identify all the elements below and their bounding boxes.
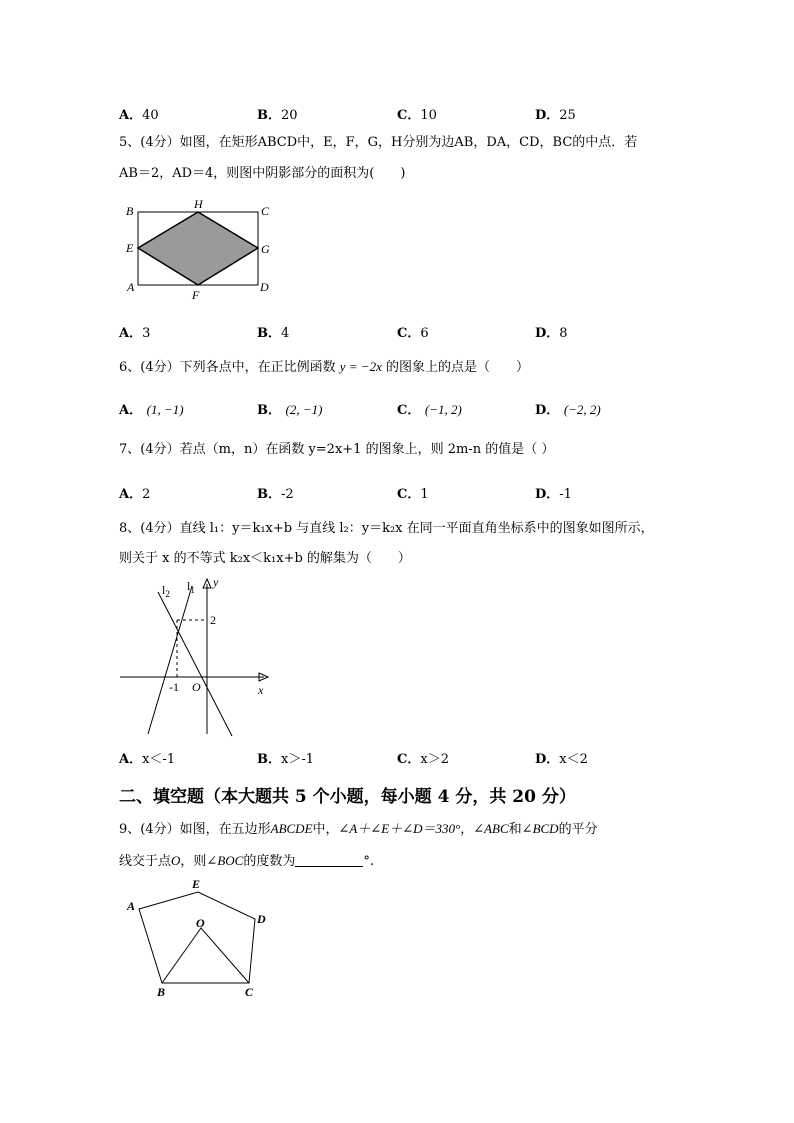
label-two: 2	[210, 613, 216, 627]
label-neg1: -1	[169, 680, 179, 694]
q6-stem: 6、(4分）下列各点中，在正比例函数 y = −2x 的图象上的点是（ ）	[119, 359, 530, 375]
label-l1: $l_1$	[187, 579, 195, 595]
label-b: B	[126, 204, 134, 218]
shaded-rhombus	[138, 212, 258, 285]
q6-option-b: B． (2, −1)	[257, 402, 323, 418]
label-a: A	[127, 899, 136, 913]
label-x: x	[258, 683, 264, 697]
q9-answer-blank[interactable]	[295, 854, 363, 867]
line-l1	[148, 586, 192, 734]
label-h: H	[194, 197, 203, 211]
label-b: B	[157, 985, 166, 999]
q8-option-b: B．x＞-1	[257, 752, 314, 767]
q5-option-d: D．8	[535, 326, 568, 341]
label-d: D	[257, 912, 266, 926]
q4-option-a: A．40	[119, 108, 159, 123]
label-y: y	[213, 575, 219, 589]
q6-option-d: D． (−2, 2)	[535, 402, 601, 418]
q6-option-a: A． (1, −1)	[119, 402, 184, 418]
q6-option-c: C． (−1, 2)	[397, 402, 462, 418]
label-c: C	[261, 204, 270, 218]
label-f: F	[192, 288, 200, 302]
q9-stem-line1: 9、(4分）如图，在五边形ABCDE中，∠A＋∠E＋∠D＝330°，∠ABC和∠BCD的平分	[119, 821, 598, 837]
q5-rectangle-figure	[120, 198, 280, 308]
q8-stem-line1: 8、(4分）直线 l₁：y＝k₁x+b 与直线 l₂：y＝k₂x 在同一平面直角坐标系中的图象如图所示，	[119, 521, 654, 536]
label-e: E	[192, 877, 201, 891]
q9-pentagon-figure	[120, 872, 280, 1002]
q8-option-a: A．x＜-1	[119, 752, 176, 767]
q8-option-d: D．x＜2	[535, 752, 588, 767]
section-title-fill-in: 二、填空题（本大题共 5 个小题，每小题 4 分，共 20 分）	[119, 787, 576, 807]
q7-option-d: D．-1	[535, 487, 572, 502]
label-c: C	[245, 985, 254, 999]
q5-stem-line1: 5、(4分）如图，在矩形ABCD中，E，F，G，H分别为边AB，DA，CD，BC的中点．若	[119, 135, 638, 150]
q7-option-c: C．1	[397, 487, 429, 502]
q7-stem: 7、(4分）若点（m，n）在函数 y=2x+1 的图象上，则 2m-n 的值是（ ）	[119, 442, 555, 457]
label-g: G	[261, 242, 270, 256]
label-l2: $l_2$	[162, 583, 170, 599]
label-origin: O	[192, 680, 201, 694]
q8-stem-line2: 则关于 x 的不等式 k₂x＜k₁x+b 的解集为（ ）	[119, 551, 411, 566]
angle-bisectors	[162, 928, 249, 983]
q6-formula: y = −2x	[339, 359, 382, 374]
q4-option-b: B．20	[257, 108, 298, 123]
q7-option-a: A．2	[119, 487, 151, 502]
label-d: D	[260, 280, 269, 294]
q9-stem-line2: 线交于点O，则∠BOC的度数为 °.	[119, 853, 374, 869]
q5-option-a: A．3	[119, 326, 151, 341]
q4-option-c: C．10	[397, 108, 437, 123]
label-a: A	[127, 280, 135, 294]
q5-option-c: C．6	[397, 326, 429, 341]
q8-graph-figure	[118, 574, 278, 740]
q8-option-c: C．x＞2	[397, 752, 449, 767]
q4-option-d: D．25	[535, 108, 576, 123]
q5-option-b: B．4	[257, 326, 290, 341]
q7-option-b: B．-2	[257, 487, 294, 502]
q5-stem-line2: AB＝2，AD＝4，则图中阴影部分的面积为( )	[119, 166, 406, 181]
label-o: O	[196, 916, 205, 930]
label-e: E	[126, 241, 134, 255]
